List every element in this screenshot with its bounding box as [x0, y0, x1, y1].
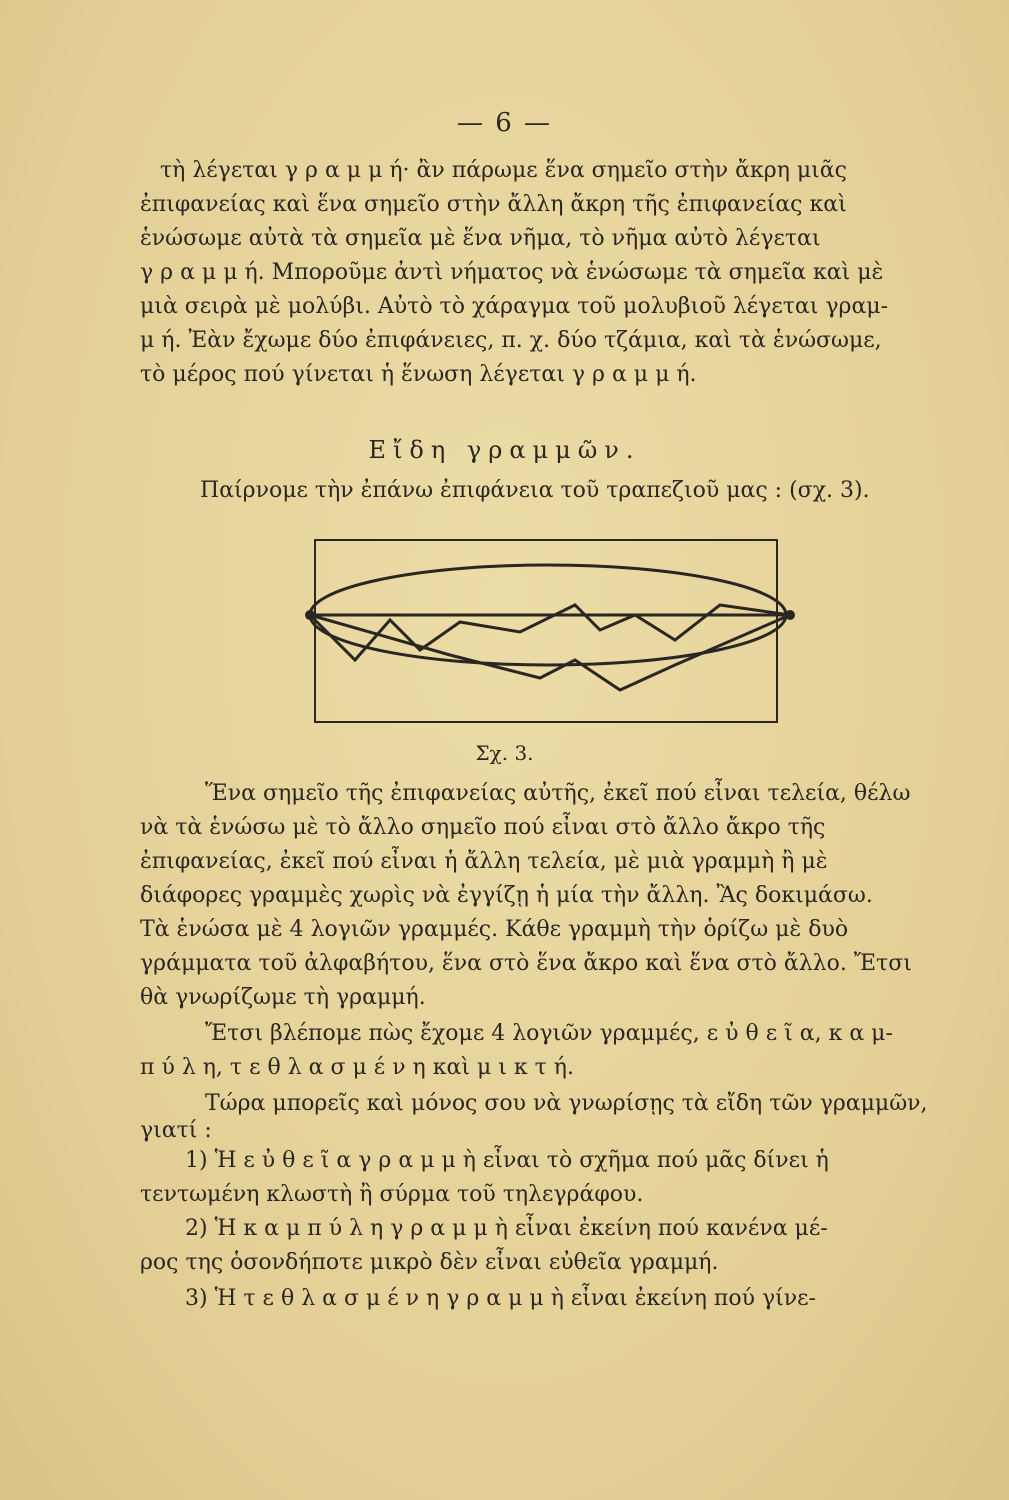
- text-line: τὴ λέγεται γ ρ α μ μ ή· ἂν πάρωμε ἕνα σημεῖο στὴν ἄκρη μιᾶς: [160, 158, 847, 183]
- table-surface-rect: [315, 540, 777, 722]
- list-item-2: 2) Ἡ κ α μ π ύ λ η γ ρ α μ μ ὴ εἶναι ἐκείνη πού κανένα μέ-: [185, 1216, 828, 1241]
- broken-line-lower: [310, 615, 790, 690]
- text-line: θὰ γνωρίζωμε τὴ γραμμή.: [140, 985, 426, 1010]
- list-item-3: 3) Ἡ τ ε θ λ α σ μ έ ν η γ ρ α μ μ ὴ εἶναι ἐκείνη πού γίνε-: [185, 1286, 816, 1311]
- text-line: π ύ λ η, τ ε θ λ α σ μ έ ν η καὶ μ ι κ τ ή.: [140, 1055, 574, 1080]
- text-line: Τώρα μπορεῖς καὶ μόνος σου νὰ γνωρίσῃς τὰ εἴδη τῶν γραμμῶν,: [205, 1091, 928, 1116]
- figure-caption: Σχ. 3.: [475, 741, 534, 765]
- text-line: γράμματα τοῦ ἀλφαβήτου, ἕνα στὸ ἕνα ἄκρο καὶ ἕνα στὸ ἄλλο. Ἔτσι: [140, 951, 912, 976]
- text-line: νὰ τὰ ἑνώσω μὲ τὸ ἄλλο σημεῖο πού εἶναι στὸ ἄλλο ἄκρο τῆς: [140, 815, 826, 840]
- text-line: Ἕνα σημεῖο τῆς ἐπιφανείας αὐτῆς, ἐκεῖ πού εἶναι τελεία, θέλω: [205, 781, 911, 806]
- text-line: Ἔτσι βλέπομε πὼς ἔχομε 4 λογιῶν γραμμές, ε ὐ θ ε ῖ α, κ α μ-: [205, 1021, 893, 1046]
- text-line: μιὰ σειρὰ μὲ μολύβι. Αὐτὸ τὸ χάραγμα τοῦ μολυβιοῦ λέγεται γραμ-: [140, 294, 889, 319]
- text-line: μ ή. Ἐὰν ἔχωμε δύο ἐπιφάνειες, π. χ. δύο τζάμια, καὶ τὰ ἑνώσωμε,: [140, 328, 882, 353]
- text-line: γ ρ α μ μ ή. Μποροῦμε ἀντὶ νήματος νὰ ἑνώσωμε τὰ σημεῖα καὶ μὲ: [140, 260, 884, 285]
- end-point-right: [785, 610, 795, 620]
- list-item-1: 1) Ἡ ε ὐ θ ε ῖ α γ ρ α μ μ ὴ εἶναι τὸ σχῆμα πού μᾶς δίνει ἡ: [185, 1148, 829, 1173]
- text-line: ἐπιφανείας καὶ ἕνα σημεῖο στὴν ἄλλη ἄκρη τῆς ἐπιφανείας καὶ: [140, 192, 847, 217]
- text-line: γιατί :: [140, 1118, 212, 1143]
- text-line: ἑνώσωμε αὐτὰ τὰ σημεῖα μὲ ἕνα νῆμα, τὸ νῆμα αὐτὸ λέγεται: [140, 226, 821, 251]
- list-item-1-cont: τεντωμένη κλωστὴ ἢ σύρμα τοῦ τηλεγράφου.: [140, 1182, 644, 1207]
- text-line: Τὰ ἑνώσα μὲ 4 λογιῶν γραμμές. Κάθε γραμμὴ τὴν ὁρίζω μὲ δυὸ: [140, 917, 849, 942]
- end-point-left: [305, 610, 315, 620]
- figure-3-lines: [300, 530, 820, 730]
- intro-line: Παίρνομε τὴν ἐπάνω ἐπιφάνεια τοῦ τραπεζιοῦ μας : (σχ. 3).: [200, 478, 870, 503]
- section-heading: Εἴδη γραμμῶν.: [368, 436, 641, 464]
- text-line: ἐπιφανείας, ἐκεῖ πού εἶναι ἡ ἄλλη τελεία, μὲ μιὰ γραμμὴ ἢ μὲ: [140, 849, 828, 874]
- text-line: διάφορες γραμμὲς χωρὶς νὰ ἐγγίζῃ ἡ μία τὴν ἄλλη. Ἂς δοκιμάσω.: [140, 883, 873, 908]
- page-number: — 6 —: [456, 108, 553, 138]
- text-line: τὸ μέρος πού γίνεται ἡ ἕνωση λέγεται γ ρ α μ μ ή.: [140, 362, 697, 387]
- list-item-2-cont: ρος της ὁσονδήποτε μικρὸ δὲν εἶναι εὐθεῖα γραμμή.: [140, 1250, 719, 1275]
